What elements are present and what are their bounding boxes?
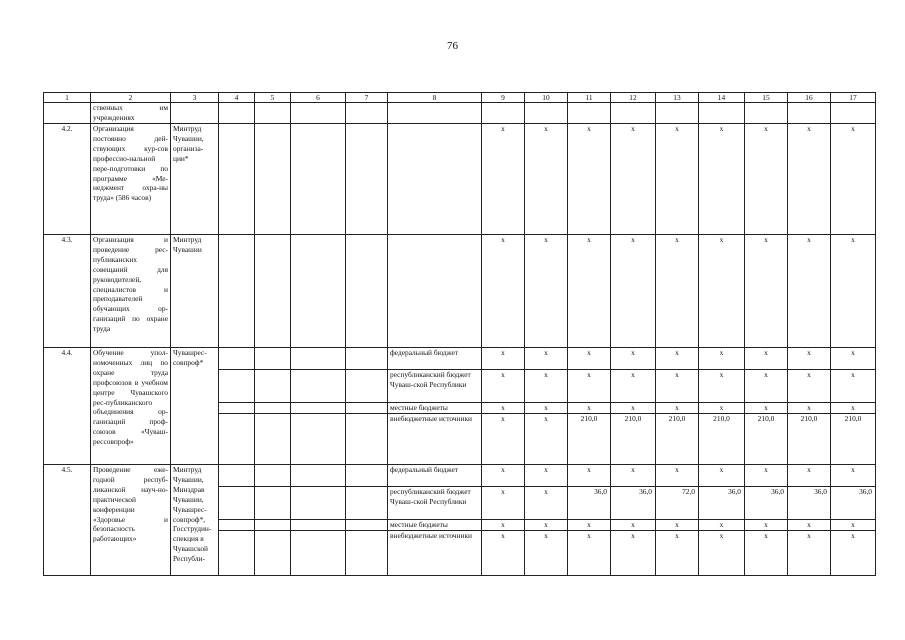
executor-text: Минтруд Чувашии, Минздрав Чувашии, Чувашрес-совпроф*, Госструдин-спекция в Чувашской Республи- <box>171 465 219 576</box>
value-cell: х <box>699 370 745 403</box>
value-cell: х <box>656 465 699 487</box>
value-cell: х <box>568 465 611 487</box>
value-cell: х <box>656 531 699 576</box>
value-cell: х <box>831 124 876 235</box>
value-cell: х <box>611 348 656 370</box>
value-cell: х <box>745 403 788 414</box>
value-cell: х <box>745 520 788 531</box>
value-cell: х <box>788 348 831 370</box>
value-cell: х <box>525 520 568 531</box>
value-cell: х <box>788 520 831 531</box>
value-cell: х <box>745 348 788 370</box>
header-cell: 16 <box>788 93 831 103</box>
executor-text: Минтруд Чувашии <box>171 235 219 348</box>
value-cell: 210,0 <box>568 414 611 465</box>
value-cell: х <box>482 465 525 487</box>
value-cell: х <box>831 403 876 414</box>
executor-text: Минтруд Чувашии, организа-ции* <box>171 124 219 235</box>
value-cell: 72,0 <box>656 487 699 520</box>
value-cell: х <box>568 403 611 414</box>
value-cell: х <box>656 370 699 403</box>
table-row-4-3 <box>44 235 876 348</box>
header-row <box>44 93 876 103</box>
header-cell: 15 <box>745 93 788 103</box>
funding-source: республиканский бюджет Чуваш-ской Республики <box>388 370 482 403</box>
value-cell: х <box>482 531 525 576</box>
value-cell: х <box>611 235 656 348</box>
value-cell: х <box>788 370 831 403</box>
value-cell: х <box>831 465 876 487</box>
value-cell: х <box>699 348 745 370</box>
header-cell: 12 <box>611 93 656 103</box>
page-number: 76 <box>447 40 458 52</box>
value-cell: х <box>699 531 745 576</box>
value-cell: 36,0 <box>745 487 788 520</box>
header-cell: 8 <box>388 93 482 103</box>
value-cell: х <box>568 124 611 235</box>
header-cell: 1 <box>44 93 91 103</box>
value-cell: х <box>482 235 525 348</box>
value-cell: х <box>699 235 745 348</box>
value-cell: 36,0 <box>568 487 611 520</box>
value-cell: х <box>745 531 788 576</box>
table-row-4-4 <box>44 348 876 370</box>
value-cell: х <box>611 520 656 531</box>
row-number: 4.4. <box>44 348 91 465</box>
value-cell: х <box>788 531 831 576</box>
value-cell: х <box>482 124 525 235</box>
value-cell: х <box>568 348 611 370</box>
value-cell: х <box>568 520 611 531</box>
value-cell: 36,0 <box>831 487 876 520</box>
value-cell: 210,0 <box>611 414 656 465</box>
program-table <box>43 92 876 576</box>
measure-text: ственных им учреждениях <box>91 103 171 124</box>
value-cell: х <box>525 487 568 520</box>
value-cell: 210,0 <box>745 414 788 465</box>
value-cell: х <box>611 531 656 576</box>
value-cell: 36,0 <box>611 487 656 520</box>
value-cell: х <box>525 465 568 487</box>
value-cell: х <box>699 403 745 414</box>
funding-source: местные бюджеты <box>388 520 482 531</box>
value-cell: х <box>482 520 525 531</box>
value-cell: х <box>525 531 568 576</box>
value-cell: х <box>611 370 656 403</box>
row-number: 4.5. <box>44 465 91 576</box>
value-cell: х <box>611 465 656 487</box>
value-cell: х <box>568 531 611 576</box>
funding-source: федеральный бюджет <box>388 348 482 370</box>
value-cell: х <box>525 414 568 465</box>
value-cell: х <box>568 370 611 403</box>
value-cell: х <box>482 414 525 465</box>
value-cell: х <box>482 348 525 370</box>
measure-text: Организация постоянно дей-ствующих кур-сов профессио-нальной пере-подготовки по программе «Ме-неджмент охра-ны труда» (586 часов) <box>91 124 171 235</box>
value-cell: х <box>788 403 831 414</box>
value-cell: 210,0 <box>656 414 699 465</box>
table-row-4-2 <box>44 124 876 235</box>
value-cell: х <box>656 403 699 414</box>
value-cell: х <box>745 465 788 487</box>
funding-source: внебюджетные источники <box>388 531 482 576</box>
value-cell: х <box>745 124 788 235</box>
value-cell: х <box>525 235 568 348</box>
header-cell: 10 <box>525 93 568 103</box>
value-cell: 210,0 <box>699 414 745 465</box>
value-cell: х <box>482 370 525 403</box>
header-cell: 6 <box>291 93 346 103</box>
value-cell: х <box>831 520 876 531</box>
executor-text: Чувашрес-совпроф* <box>171 348 219 465</box>
value-cell: х <box>482 487 525 520</box>
row-number: 4.3. <box>44 235 91 348</box>
value-cell: х <box>699 520 745 531</box>
value-cell: х <box>831 370 876 403</box>
funding-source: местные бюджеты <box>388 403 482 414</box>
value-cell: х <box>788 465 831 487</box>
value-cell: 36,0 <box>788 487 831 520</box>
value-cell: х <box>831 531 876 576</box>
measure-text: Обучение упол-номоченных лиц по охране труда профсоюзов в учебном центре Чувашского рес-публиканского объединения ор-ганизаций проф-союзов «Чуваш-рессовпроф» <box>91 348 171 465</box>
value-cell: х <box>656 348 699 370</box>
header-cell: 4 <box>219 93 255 103</box>
header-cell: 13 <box>656 93 699 103</box>
value-cell: х <box>699 124 745 235</box>
value-cell: х <box>831 348 876 370</box>
table-row-4-5 <box>44 465 876 487</box>
value-cell: х <box>788 235 831 348</box>
value-cell: 210,0 <box>831 414 876 465</box>
value-cell: 36,0 <box>699 487 745 520</box>
funding-source: республиканский бюджет Чуваш-ской Республики <box>388 487 482 520</box>
header-cell: 17 <box>831 93 876 103</box>
value-cell: х <box>656 520 699 531</box>
value-cell: х <box>525 124 568 235</box>
table-row-continuation <box>44 103 876 124</box>
measure-text: Проведение еже-годной респуб-ликанской науч-но-практической конференции «Здоровье и безопасность работающих» <box>91 465 171 576</box>
funding-source: внебюджетные источники <box>388 414 482 465</box>
value-cell: х <box>831 235 876 348</box>
value-cell: х <box>482 403 525 414</box>
value-cell: х <box>525 403 568 414</box>
value-cell: х <box>745 370 788 403</box>
header-cell: 14 <box>699 93 745 103</box>
value-cell: 210,0 <box>788 414 831 465</box>
value-cell: х <box>788 124 831 235</box>
value-cell: х <box>656 235 699 348</box>
header-cell: 3 <box>171 93 219 103</box>
value-cell: х <box>525 370 568 403</box>
header-cell: 5 <box>255 93 291 103</box>
value-cell: х <box>656 124 699 235</box>
header-cell: 7 <box>346 93 388 103</box>
header-cell: 2 <box>91 93 171 103</box>
funding-source: федеральный бюджет <box>388 465 482 487</box>
value-cell: х <box>568 235 611 348</box>
value-cell: х <box>611 124 656 235</box>
value-cell: х <box>745 235 788 348</box>
value-cell: х <box>611 403 656 414</box>
header-cell: 11 <box>568 93 611 103</box>
header-cell: 9 <box>482 93 525 103</box>
row-number: 4.2. <box>44 124 91 235</box>
value-cell: х <box>525 348 568 370</box>
value-cell: х <box>699 465 745 487</box>
measure-text: Организация и проведение рес-публиканских совещаний для руководителей, специалистов и преподавателей обучающих ор-ганизаций по охране труда <box>91 235 171 348</box>
